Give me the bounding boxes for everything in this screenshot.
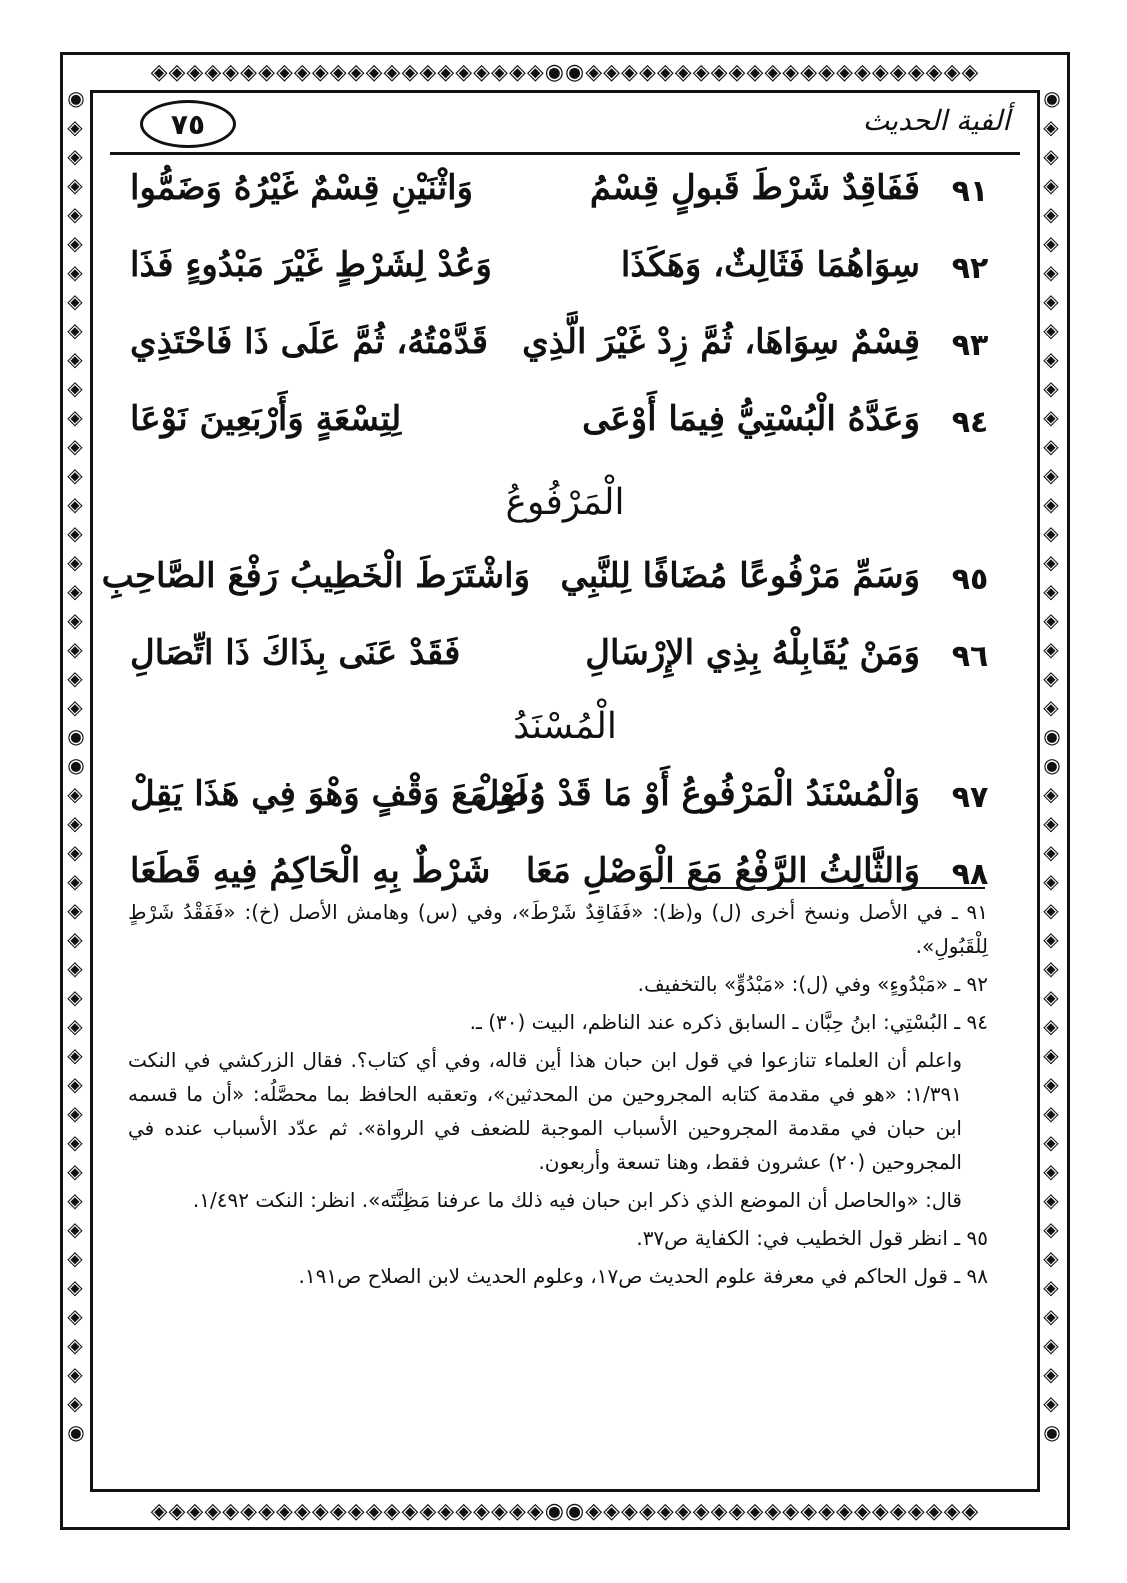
book-title: ألفية الحديث (862, 104, 1010, 137)
verse-number: ٩٨ (951, 857, 989, 892)
verse-row (110, 160, 1020, 237)
verse-row (110, 314, 1020, 391)
footnote-94-paragraph: قال: «والحاصل أن الموضع الذي ذكر ابن حبان فيه ذلك ما عرفنا مَظِنَّتَه». انظر: النكت ١/٤٩٢. (192, 1188, 962, 1212)
verses-block (101, 160, 1020, 920)
verse-row (101, 548, 1020, 625)
footnotes (128, 895, 988, 1297)
verse-second-hemistich: شَرْطٌ بِهِ الْحَاكِمُ فِيهِ قَطَعَا (130, 851, 491, 891)
verse-number: ٩٥ (951, 562, 989, 597)
verse-first-hemistich: فَفَاقِدٌ شَرْطَ قَبولٍ قِسْمُ (589, 168, 920, 208)
verse-second-hemistich: فَقَدْ عَنَى بِذَاكَ ذَا اتِّصَالِ (130, 633, 461, 673)
verse-first-hemistich: وَالْمُسْنَدُ الْمَرْفُوعُ أَوْ مَا قَدْ وُصِلْ (474, 774, 920, 814)
verse-second-hemistich: وَاشْتَرَطَ الْخَطِيبُ رَفْعَ الصَّاحِبِ (101, 556, 530, 596)
footnote-91: ٩١ ـ في الأصل ونسخ أخرى (ل) و(ظ): «فَفَاقِدٌ شَرْطَ»، وفي (س) وهامش الأصل (خ): «فَفَقْدُ شَرْطٍ لِلْقَبُولِ». (128, 900, 988, 958)
verse-second-hemistich: لِتِسْعَةٍ وَأَرْبَعِينَ نَوْعَا (130, 399, 402, 439)
verse-number: ٩٤ (951, 405, 989, 440)
verse-first-hemistich: قِسْمٌ سِوَاهَا، ثُمَّ زِدْ غَيْرَ الَّذِي (522, 322, 920, 362)
header-rule (110, 152, 1020, 155)
verse-row (110, 391, 1020, 468)
verse-second-hemistich: لَوْ مَعَ وَقْفٍ وَهْوَ فِي هَذَا يَقِلْ (130, 774, 528, 814)
verse-number: ٩١ (951, 174, 989, 209)
verse-number: ٩٦ (951, 639, 989, 674)
footnote-92: ٩٢ ـ «مَبْدُوءٍ» وفي (ل): «مَبْدُوٍّ» بالتخفيف. (637, 972, 988, 996)
section-heading-musnad: الْمُسْنَدُ (513, 706, 617, 747)
verse-first-hemistich: وَسَمِّ مَرْفُوعًا مُضَافًا لِلنَّبِي (560, 556, 920, 596)
verse-second-hemistich: وَعُدْ لِشَرْطٍ غَيْرَ مَبْدُوءٍ فَذَا (130, 245, 492, 285)
page-header (110, 98, 1020, 154)
page-number: ٧٥ (140, 100, 236, 148)
footnote-94-paragraph: واعلم أن العلماء تنازعوا في قول ابن حبان هذا أين قاله، وفي أي كتاب؟. فقال الزركشي في النكت ١/٣٩١: «هو في مقدمة كتابه المجروحين من المحدثين»، وتعقبه الحافظ بما محصَّلُه: «أن ما قسمه ابن حبان في مقدمة المجروحين الأسباب الموجبة للضعف في الرواة». ثم عدّد الأسباب عنده في المجروحين (٢٠) عشرون فقط، وهنا تسعة وأربعون. (128, 1048, 962, 1174)
verse-number: ٩٢ (951, 251, 989, 286)
verse-row (110, 766, 1020, 843)
verse-number: ٩٧ (951, 780, 989, 815)
verse-number: ٩٣ (951, 328, 989, 363)
top-ornament-band: ◈◈◈◈◈◈◈◈◈◈◈◈◈◈◈◈◈◈◈◈◈◈◉◉◈◈◈◈◈◈◈◈◈◈◈◈◈◈◈◈◈◈◈◈◈◈ (150, 59, 980, 85)
left-ornament-band: ◉ ◈ ◈ ◈ ◈ ◈ ◈ ◈ ◈ ◈ ◈ ◈ ◈ ◈ ◈ ◈ ◈ ◈ ◈ ◈ ◈ ◈ ◉ ◉ ◈ ◈ ◈ ◈ ◈ ◈ ◈ ◈ ◈ ◈ ◈ ◈ ◈ ◈ ◈ ◈ ◈ ◈ ◈ ◈ ◈ ◈ ◉ (67, 86, 85, 1444)
verse-first-hemistich: وَالثَّالِثُ الرَّفْعُ مَعَ الْوَصْلِ مَعَا (525, 851, 920, 891)
bottom-ornament-band: ◈◈◈◈◈◈◈◈◈◈◈◈◈◈◈◈◈◈◈◈◈◈◉◉◈◈◈◈◈◈◈◈◈◈◈◈◈◈◈◈◈◈◈◈◈◈ (150, 1498, 980, 1524)
verse-second-hemistich: وَاثْنَيْنِ قِسْمٌ غَيْرُهُ وَضَمُّوا (130, 168, 474, 208)
verse-row (110, 237, 1020, 314)
footnote-94: ٩٤ ـ البُسْتِي: ابنُ حِبَّان ـ السابق ذكره عند الناظم، البيت (٣٠) ـ. (469, 1010, 988, 1034)
right-ornament-band: ◉ ◈ ◈ ◈ ◈ ◈ ◈ ◈ ◈ ◈ ◈ ◈ ◈ ◈ ◈ ◈ ◈ ◈ ◈ ◈ ◈ ◈ ◉ ◉ ◈ ◈ ◈ ◈ ◈ ◈ ◈ ◈ ◈ ◈ ◈ ◈ ◈ ◈ ◈ ◈ ◈ ◈ ◈ ◈ ◈ ◈ ◉ (1043, 86, 1061, 1444)
verse-first-hemistich: سِوَاهُمَا فَثَالِثٌ، وَهَكَذَا (620, 245, 920, 285)
verse-row (110, 625, 1020, 702)
footnote-separator (660, 887, 985, 889)
section-heading-marfu: الْمَرْفُوعُ (505, 482, 625, 523)
verse-first-hemistich: وَمَنْ يُقَابِلْهُ بِذِي الإِرْسَالِ (585, 633, 920, 673)
footnote-98: ٩٨ ـ قول الحاكم في معرفة علوم الحديث ص١٧، وعلوم الحديث لابن الصلاح ص١٩١. (298, 1264, 988, 1288)
verse-first-hemistich: وَعَدَّهُ الْبُسْتِيُّ فِيمَا أَوْعَى (582, 399, 920, 439)
verse-second-hemistich: قَدَّمْتُهُ، ثُمَّ عَلَى ذَا فَاحْتَذِي (130, 322, 489, 362)
footnote-95: ٩٥ ـ انظر قول الخطيب في: الكفاية ص٣٧. (636, 1226, 988, 1250)
